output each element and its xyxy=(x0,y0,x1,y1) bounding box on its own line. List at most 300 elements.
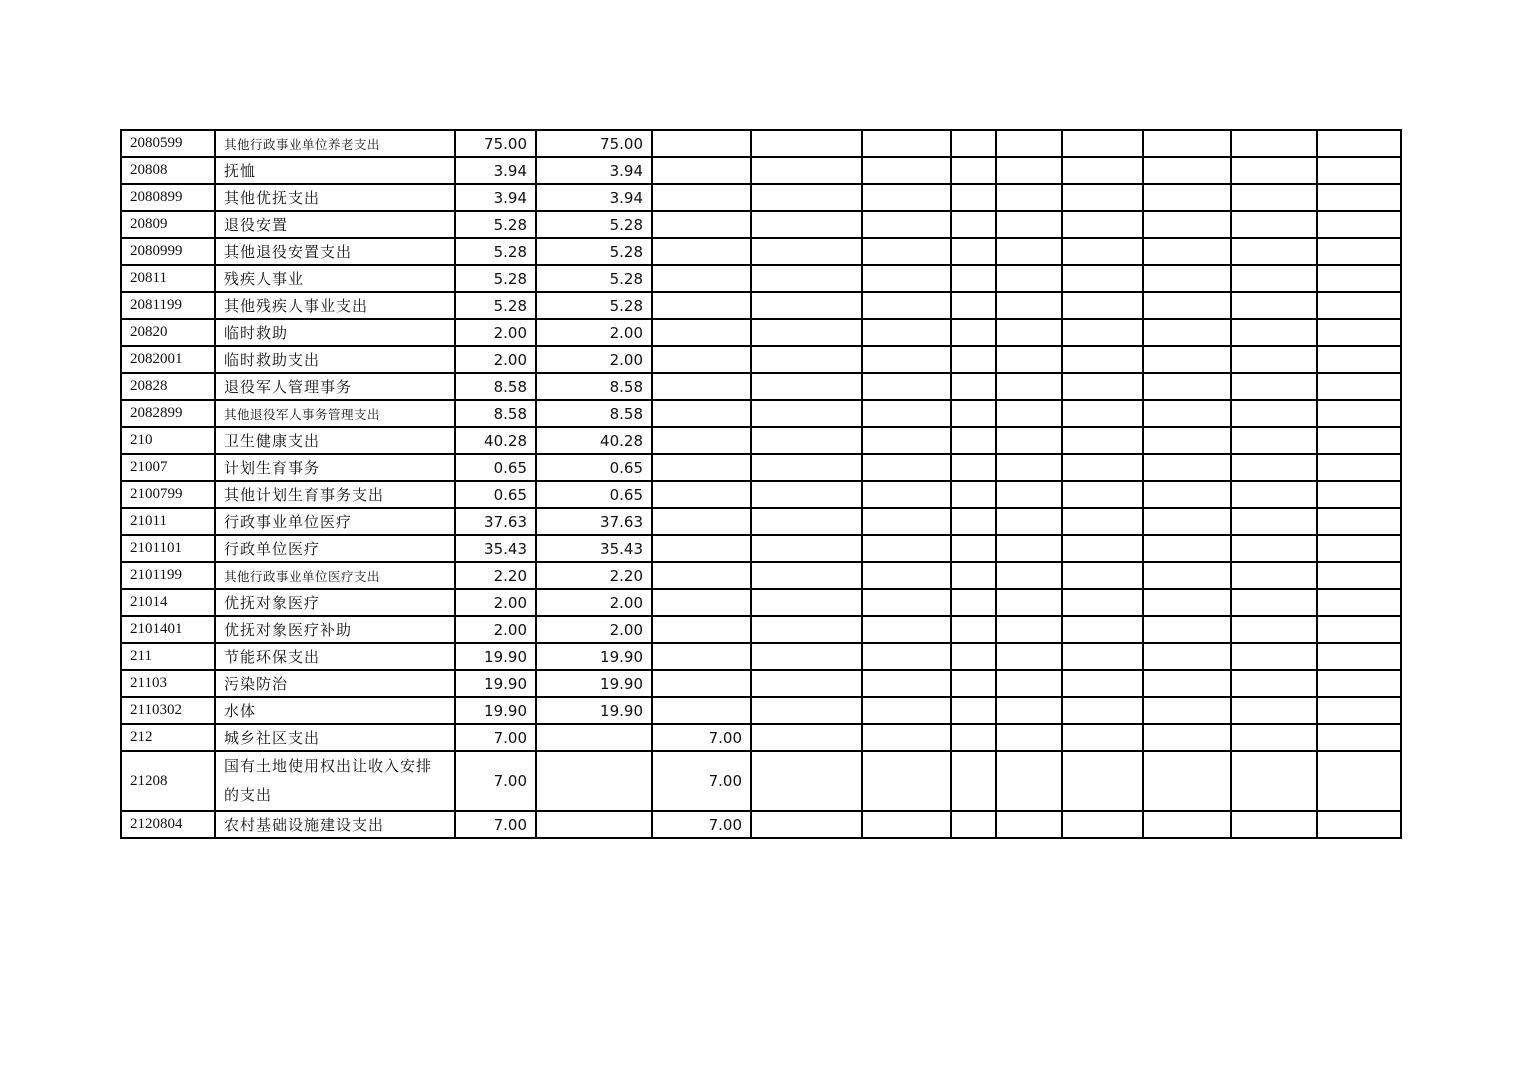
empty-cell xyxy=(1231,292,1317,319)
empty-cell xyxy=(1231,562,1317,589)
empty-cell xyxy=(751,670,862,697)
empty-cell xyxy=(1317,670,1401,697)
empty-cell xyxy=(1143,589,1231,616)
account-code-cell: 212 xyxy=(121,724,215,751)
project-expenditure-cell xyxy=(652,373,751,400)
account-name-cell: 其他行政事业单位养老支出 xyxy=(215,130,455,157)
total-amount-cell: 7.00 xyxy=(455,724,536,751)
account-name-cell: 优抚对象医疗 xyxy=(215,589,455,616)
empty-cell xyxy=(951,292,996,319)
account-code-cell: 2101401 xyxy=(121,616,215,643)
basic-expenditure-cell: 19.90 xyxy=(536,643,652,670)
account-name-cell: 优抚对象医疗补助 xyxy=(215,616,455,643)
empty-cell xyxy=(751,535,862,562)
account-code-cell: 21208 xyxy=(121,751,215,811)
empty-cell xyxy=(1317,319,1401,346)
table-row xyxy=(121,811,1401,838)
basic-expenditure-cell: 37.63 xyxy=(536,508,652,535)
empty-cell xyxy=(951,811,996,838)
table-row xyxy=(121,211,1401,238)
total-amount-cell: 7.00 xyxy=(455,811,536,838)
empty-cell xyxy=(951,751,996,811)
project-expenditure-cell xyxy=(652,562,751,589)
table-row xyxy=(121,346,1401,373)
account-name-cell: 水体 xyxy=(215,697,455,724)
account-name-cell: 节能环保支出 xyxy=(215,643,455,670)
account-name-cell: 其他残疾人事业支出 xyxy=(215,292,455,319)
empty-cell xyxy=(996,811,1062,838)
basic-expenditure-cell: 40.28 xyxy=(536,427,652,454)
empty-cell xyxy=(996,589,1062,616)
account-name-cell: 其他行政事业单位医疗支出 xyxy=(215,562,455,589)
table-body xyxy=(121,130,1401,838)
account-code-cell: 2080899 xyxy=(121,184,215,211)
empty-cell xyxy=(1317,616,1401,643)
empty-cell xyxy=(996,292,1062,319)
account-code-cell: 2081199 xyxy=(121,292,215,319)
account-name-cell: 污染防治 xyxy=(215,670,455,697)
empty-cell xyxy=(751,616,862,643)
project-expenditure-cell xyxy=(652,184,751,211)
empty-cell xyxy=(1062,319,1143,346)
empty-cell xyxy=(1143,751,1231,811)
account-code-cell: 211 xyxy=(121,643,215,670)
empty-cell xyxy=(996,751,1062,811)
empty-cell xyxy=(996,697,1062,724)
account-name-cell: 退役安置 xyxy=(215,211,455,238)
empty-cell xyxy=(751,346,862,373)
empty-cell xyxy=(862,616,951,643)
empty-cell xyxy=(1143,697,1231,724)
project-expenditure-cell: 7.00 xyxy=(652,724,751,751)
basic-expenditure-cell: 2.00 xyxy=(536,589,652,616)
project-expenditure-cell xyxy=(652,427,751,454)
project-expenditure-cell xyxy=(652,535,751,562)
table-row xyxy=(121,697,1401,724)
empty-cell xyxy=(1143,184,1231,211)
empty-cell xyxy=(1231,319,1317,346)
account-name-cell: 卫生健康支出 xyxy=(215,427,455,454)
empty-cell xyxy=(1062,292,1143,319)
empty-cell xyxy=(751,184,862,211)
account-code-cell: 2120804 xyxy=(121,811,215,838)
empty-cell xyxy=(751,481,862,508)
account-name-cell: 退役军人管理事务 xyxy=(215,373,455,400)
empty-cell xyxy=(1231,373,1317,400)
empty-cell xyxy=(1317,454,1401,481)
empty-cell xyxy=(996,211,1062,238)
empty-cell xyxy=(862,157,951,184)
empty-cell xyxy=(1143,211,1231,238)
total-amount-cell: 2.00 xyxy=(455,346,536,373)
account-code-cell: 2080999 xyxy=(121,238,215,265)
table-row xyxy=(121,238,1401,265)
empty-cell xyxy=(862,184,951,211)
empty-cell xyxy=(1062,535,1143,562)
total-amount-cell: 3.94 xyxy=(455,157,536,184)
basic-expenditure-cell: 3.94 xyxy=(536,184,652,211)
empty-cell xyxy=(862,562,951,589)
total-amount-cell: 7.00 xyxy=(455,751,536,811)
account-name-cell: 残疾人事业 xyxy=(215,265,455,292)
empty-cell xyxy=(751,400,862,427)
empty-cell xyxy=(1231,508,1317,535)
empty-cell xyxy=(751,157,862,184)
empty-cell xyxy=(1317,373,1401,400)
table-row xyxy=(121,265,1401,292)
account-code-cell: 20808 xyxy=(121,157,215,184)
project-expenditure-cell xyxy=(652,292,751,319)
basic-expenditure-cell xyxy=(536,811,652,838)
basic-expenditure-cell: 5.28 xyxy=(536,238,652,265)
basic-expenditure-cell: 2.00 xyxy=(536,319,652,346)
empty-cell xyxy=(751,589,862,616)
empty-cell xyxy=(1143,535,1231,562)
project-expenditure-cell xyxy=(652,643,751,670)
empty-cell xyxy=(862,427,951,454)
empty-cell xyxy=(951,724,996,751)
project-expenditure-cell xyxy=(652,616,751,643)
empty-cell xyxy=(1317,535,1401,562)
basic-expenditure-cell: 5.28 xyxy=(536,265,652,292)
empty-cell xyxy=(996,643,1062,670)
empty-cell xyxy=(862,211,951,238)
empty-cell xyxy=(1143,265,1231,292)
total-amount-cell: 0.65 xyxy=(455,481,536,508)
project-expenditure-cell xyxy=(652,697,751,724)
basic-expenditure-cell: 5.28 xyxy=(536,292,652,319)
table-row xyxy=(121,643,1401,670)
total-amount-cell: 0.65 xyxy=(455,454,536,481)
empty-cell xyxy=(751,508,862,535)
table-row xyxy=(121,130,1401,157)
empty-cell xyxy=(1231,811,1317,838)
empty-cell xyxy=(1317,643,1401,670)
empty-cell xyxy=(1231,157,1317,184)
empty-cell xyxy=(1062,184,1143,211)
empty-cell xyxy=(951,238,996,265)
empty-cell xyxy=(751,427,862,454)
total-amount-cell: 5.28 xyxy=(455,292,536,319)
basic-expenditure-cell: 19.90 xyxy=(536,670,652,697)
empty-cell xyxy=(1062,157,1143,184)
empty-cell xyxy=(1317,562,1401,589)
account-code-cell: 21014 xyxy=(121,589,215,616)
empty-cell xyxy=(1143,670,1231,697)
budget-table xyxy=(120,129,1402,839)
empty-cell xyxy=(1317,130,1401,157)
empty-cell xyxy=(862,535,951,562)
account-code-cell: 2082001 xyxy=(121,346,215,373)
empty-cell xyxy=(862,751,951,811)
basic-expenditure-cell: 75.00 xyxy=(536,130,652,157)
empty-cell xyxy=(996,454,1062,481)
empty-cell xyxy=(996,346,1062,373)
account-code-cell: 21007 xyxy=(121,454,215,481)
empty-cell xyxy=(951,265,996,292)
empty-cell xyxy=(862,697,951,724)
table-row xyxy=(121,562,1401,589)
empty-cell xyxy=(951,643,996,670)
project-expenditure-cell: 7.00 xyxy=(652,751,751,811)
basic-expenditure-cell: 2.00 xyxy=(536,616,652,643)
empty-cell xyxy=(951,346,996,373)
empty-cell xyxy=(951,373,996,400)
empty-cell xyxy=(1143,811,1231,838)
empty-cell xyxy=(951,535,996,562)
empty-cell xyxy=(1143,724,1231,751)
empty-cell xyxy=(862,130,951,157)
total-amount-cell: 37.63 xyxy=(455,508,536,535)
total-amount-cell: 8.58 xyxy=(455,373,536,400)
empty-cell xyxy=(751,130,862,157)
empty-cell xyxy=(1231,724,1317,751)
empty-cell xyxy=(996,562,1062,589)
empty-cell xyxy=(1143,427,1231,454)
table-row xyxy=(121,454,1401,481)
basic-expenditure-cell: 3.94 xyxy=(536,157,652,184)
basic-expenditure-cell: 0.65 xyxy=(536,481,652,508)
empty-cell xyxy=(751,211,862,238)
account-name-cell: 行政事业单位医疗 xyxy=(215,508,455,535)
project-expenditure-cell xyxy=(652,589,751,616)
account-code-cell: 20828 xyxy=(121,373,215,400)
empty-cell xyxy=(1143,130,1231,157)
empty-cell xyxy=(1062,751,1143,811)
empty-cell xyxy=(951,481,996,508)
empty-cell xyxy=(1062,643,1143,670)
empty-cell xyxy=(1062,400,1143,427)
project-expenditure-cell xyxy=(652,265,751,292)
total-amount-cell: 5.28 xyxy=(455,265,536,292)
empty-cell xyxy=(1062,811,1143,838)
total-amount-cell: 35.43 xyxy=(455,535,536,562)
empty-cell xyxy=(862,238,951,265)
empty-cell xyxy=(751,697,862,724)
table-row xyxy=(121,373,1401,400)
empty-cell xyxy=(1062,211,1143,238)
empty-cell xyxy=(1231,238,1317,265)
empty-cell xyxy=(996,400,1062,427)
empty-cell xyxy=(996,319,1062,346)
account-code-cell: 20820 xyxy=(121,319,215,346)
project-expenditure-cell xyxy=(652,157,751,184)
table-row xyxy=(121,157,1401,184)
empty-cell xyxy=(1231,670,1317,697)
empty-cell xyxy=(862,589,951,616)
empty-cell xyxy=(1062,481,1143,508)
empty-cell xyxy=(1062,670,1143,697)
project-expenditure-cell xyxy=(652,454,751,481)
empty-cell xyxy=(1062,265,1143,292)
empty-cell xyxy=(1231,535,1317,562)
project-expenditure-cell xyxy=(652,508,751,535)
empty-cell xyxy=(1231,616,1317,643)
empty-cell xyxy=(1143,238,1231,265)
empty-cell xyxy=(996,238,1062,265)
empty-cell xyxy=(1231,481,1317,508)
empty-cell xyxy=(951,211,996,238)
empty-cell xyxy=(996,427,1062,454)
empty-cell xyxy=(951,427,996,454)
total-amount-cell: 5.28 xyxy=(455,238,536,265)
basic-expenditure-cell: 8.58 xyxy=(536,373,652,400)
project-expenditure-cell xyxy=(652,238,751,265)
empty-cell xyxy=(862,724,951,751)
account-name-cell: 临时救助 xyxy=(215,319,455,346)
total-amount-cell: 40.28 xyxy=(455,427,536,454)
basic-expenditure-cell: 8.58 xyxy=(536,400,652,427)
empty-cell xyxy=(1062,373,1143,400)
empty-cell xyxy=(1231,184,1317,211)
empty-cell xyxy=(751,373,862,400)
account-code-cell: 2080599 xyxy=(121,130,215,157)
empty-cell xyxy=(1231,454,1317,481)
empty-cell xyxy=(751,643,862,670)
empty-cell xyxy=(1317,811,1401,838)
table-row xyxy=(121,400,1401,427)
empty-cell xyxy=(1062,346,1143,373)
empty-cell xyxy=(1062,238,1143,265)
empty-cell xyxy=(751,238,862,265)
basic-expenditure-cell: 2.20 xyxy=(536,562,652,589)
empty-cell xyxy=(1143,292,1231,319)
empty-cell xyxy=(996,724,1062,751)
empty-cell xyxy=(951,508,996,535)
empty-cell xyxy=(1317,400,1401,427)
empty-cell xyxy=(1231,589,1317,616)
empty-cell xyxy=(1317,481,1401,508)
project-expenditure-cell xyxy=(652,346,751,373)
project-expenditure-cell xyxy=(652,400,751,427)
empty-cell xyxy=(751,811,862,838)
table-row xyxy=(121,535,1401,562)
empty-cell xyxy=(862,400,951,427)
total-amount-cell: 3.94 xyxy=(455,184,536,211)
basic-expenditure-cell: 5.28 xyxy=(536,211,652,238)
empty-cell xyxy=(1062,427,1143,454)
table-row xyxy=(121,184,1401,211)
empty-cell xyxy=(1317,508,1401,535)
account-code-cell: 21103 xyxy=(121,670,215,697)
account-code-cell: 2101101 xyxy=(121,535,215,562)
empty-cell xyxy=(1231,346,1317,373)
empty-cell xyxy=(996,670,1062,697)
empty-cell xyxy=(862,373,951,400)
empty-cell xyxy=(1143,454,1231,481)
empty-cell xyxy=(1062,616,1143,643)
empty-cell xyxy=(1062,724,1143,751)
table-row xyxy=(121,616,1401,643)
empty-cell xyxy=(1143,373,1231,400)
account-name-cell: 行政单位医疗 xyxy=(215,535,455,562)
project-expenditure-cell xyxy=(652,130,751,157)
empty-cell xyxy=(951,589,996,616)
empty-cell xyxy=(996,481,1062,508)
empty-cell xyxy=(1062,589,1143,616)
empty-cell xyxy=(951,670,996,697)
empty-cell xyxy=(951,157,996,184)
empty-cell xyxy=(1317,589,1401,616)
empty-cell xyxy=(951,454,996,481)
empty-cell xyxy=(1317,346,1401,373)
empty-cell xyxy=(951,184,996,211)
empty-cell xyxy=(996,373,1062,400)
empty-cell xyxy=(1231,427,1317,454)
total-amount-cell: 2.00 xyxy=(455,589,536,616)
basic-expenditure-cell xyxy=(536,724,652,751)
empty-cell xyxy=(1231,643,1317,670)
table-row xyxy=(121,724,1401,751)
empty-cell xyxy=(751,265,862,292)
total-amount-cell: 19.90 xyxy=(455,697,536,724)
project-expenditure-cell xyxy=(652,481,751,508)
account-name-cell: 农村基础设施建设支出 xyxy=(215,811,455,838)
empty-cell xyxy=(1317,751,1401,811)
empty-cell xyxy=(751,292,862,319)
table-row xyxy=(121,751,1401,811)
empty-cell xyxy=(996,265,1062,292)
empty-cell xyxy=(951,697,996,724)
empty-cell xyxy=(1317,211,1401,238)
table-row xyxy=(121,508,1401,535)
empty-cell xyxy=(996,535,1062,562)
empty-cell xyxy=(1143,508,1231,535)
empty-cell xyxy=(862,265,951,292)
basic-expenditure-cell xyxy=(536,751,652,811)
empty-cell xyxy=(1317,157,1401,184)
empty-cell xyxy=(1143,481,1231,508)
empty-cell xyxy=(751,319,862,346)
empty-cell xyxy=(1143,643,1231,670)
account-name-cell: 国有土地使用权出让收入安排的支出 xyxy=(215,751,455,811)
account-code-cell: 2082899 xyxy=(121,400,215,427)
total-amount-cell: 2.00 xyxy=(455,616,536,643)
empty-cell xyxy=(1317,724,1401,751)
total-amount-cell: 2.20 xyxy=(455,562,536,589)
account-name-cell: 其他退役安置支出 xyxy=(215,238,455,265)
account-name-cell: 其他优抚支出 xyxy=(215,184,455,211)
empty-cell xyxy=(1143,562,1231,589)
account-code-cell: 210 xyxy=(121,427,215,454)
empty-cell xyxy=(1317,697,1401,724)
account-name-cell: 其他计划生育事务支出 xyxy=(215,481,455,508)
basic-expenditure-cell: 35.43 xyxy=(536,535,652,562)
empty-cell xyxy=(1062,130,1143,157)
empty-cell xyxy=(951,319,996,346)
total-amount-cell: 5.28 xyxy=(455,211,536,238)
account-name-cell: 临时救助支出 xyxy=(215,346,455,373)
account-name-cell: 抚恤 xyxy=(215,157,455,184)
empty-cell xyxy=(751,454,862,481)
empty-cell xyxy=(951,616,996,643)
account-code-cell: 2101199 xyxy=(121,562,215,589)
empty-cell xyxy=(1143,319,1231,346)
empty-cell xyxy=(862,811,951,838)
account-code-cell: 20809 xyxy=(121,211,215,238)
table-row xyxy=(121,670,1401,697)
empty-cell xyxy=(1231,265,1317,292)
empty-cell xyxy=(1062,508,1143,535)
project-expenditure-cell xyxy=(652,670,751,697)
empty-cell xyxy=(1317,265,1401,292)
table-row xyxy=(121,427,1401,454)
empty-cell xyxy=(1062,454,1143,481)
total-amount-cell: 75.00 xyxy=(455,130,536,157)
empty-cell xyxy=(951,562,996,589)
project-expenditure-cell xyxy=(652,319,751,346)
total-amount-cell: 2.00 xyxy=(455,319,536,346)
